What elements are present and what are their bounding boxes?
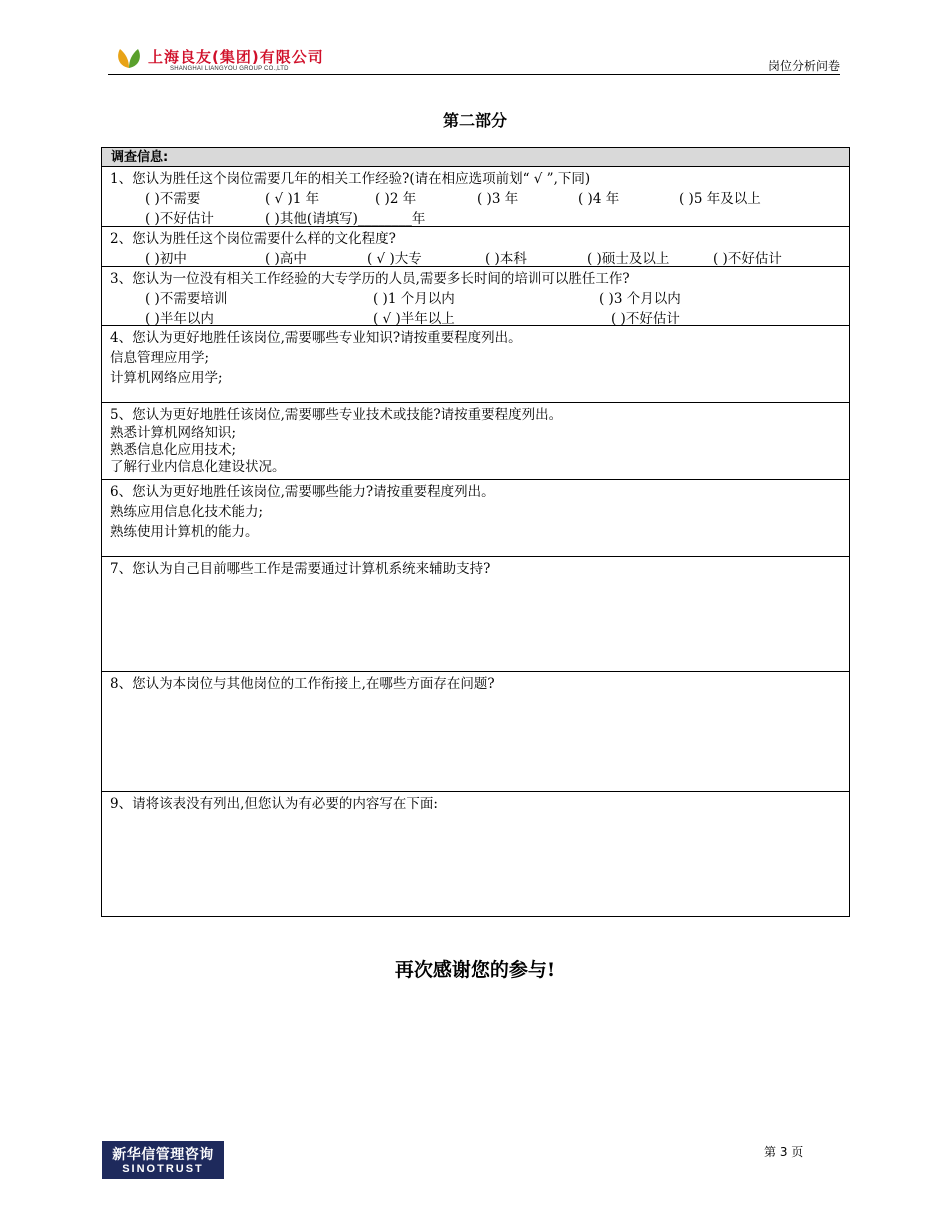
q2-option-college[interactable]: ( √ )大专 [367, 251, 422, 267]
q1-option-1yr[interactable]: ( √ )1 年 [265, 191, 320, 207]
q5-answer-1: 熟悉计算机网络知识; [110, 425, 237, 441]
question-1-options-row-1 [145, 189, 841, 209]
q5-answer-2: 熟悉信息化应用技术; [110, 442, 237, 458]
question-9[interactable] [102, 792, 849, 916]
q1-option-3yr[interactable]: ( )3 年 [477, 191, 519, 207]
page-number: 第 3 页 [764, 1145, 804, 1159]
question-3-text: 3、您认为一位没有相关工作经验的大专学历的人员,需要多长时间的培训可以胜任工作? [110, 271, 630, 287]
q1-option-other[interactable]: ( )其他(请填写)________年 [265, 211, 426, 227]
question-7-text: 7、您认为自己目前哪些工作是需要通过计算机系统来辅助支持? [110, 561, 491, 577]
footer-logo [102, 1141, 224, 1179]
footer-logo-cn: 新华信管理咨询 [112, 1147, 214, 1163]
q3-option-half-year[interactable]: ( )半年以内 [145, 311, 214, 326]
q3-option-no-training[interactable]: ( )不需要培训 [145, 291, 228, 307]
q2-option-junior-high[interactable]: ( )初中 [145, 251, 187, 267]
survey-form [101, 147, 850, 917]
question-6 [102, 480, 849, 557]
q6-answer-2: 熟练使用计算机的能力。 [110, 524, 259, 540]
document-title: 岗位分析问卷 [767, 59, 840, 73]
question-3 [102, 267, 849, 326]
leaf-logo-icon [114, 46, 144, 70]
q3-option-unknown[interactable]: ( )不好估计 [611, 311, 680, 326]
q6-answer-1: 熟练应用信息化技术能力; [110, 504, 264, 520]
company-name-en: SHANGHAI LIANGYOU GROUP CO.,LTD [170, 66, 289, 72]
q1-option-5yr-plus[interactable]: ( )5 年及以上 [679, 191, 761, 207]
q1-option-unknown[interactable]: ( )不好估计 [145, 211, 214, 227]
question-6-text: 6、您认为更好地胜任该岗位,需要哪些能力?请按重要程度列出。 [110, 484, 495, 500]
question-2 [102, 227, 849, 267]
question-8[interactable] [102, 672, 849, 792]
q4-answer-2: 计算机网络应用学; [110, 370, 223, 386]
q4-answer-1: 信息管理应用学; [110, 350, 210, 366]
q5-answer-3: 了解行业内信息化建设状况。 [110, 459, 286, 475]
page-header [108, 42, 840, 75]
question-8-text: 8、您认为本岗位与其他岗位的工作衔接上,在哪些方面存在问题? [110, 676, 495, 692]
question-1-text: 1、您认为胜任这个岗位需要几年的相关工作经验?(请在相应选项前划“ √ ”,下同) [110, 171, 591, 187]
q1-option-none[interactable]: ( )不需要 [145, 191, 201, 207]
company-name-cn: 上海良友(集团)有限公司 [148, 48, 324, 66]
q2-option-unknown[interactable]: ( )不好估计 [713, 251, 782, 267]
q3-option-3-months[interactable]: ( )3 个月以内 [599, 291, 681, 307]
question-5-text: 5、您认为更好地胜任该岗位,需要哪些专业技术或技能?请按重要程度列出。 [110, 407, 563, 423]
footer-logo-en: SINOTRUST [122, 1163, 204, 1175]
q2-option-master-plus[interactable]: ( )硕士及以上 [587, 251, 670, 267]
question-3-options-row-1 [145, 289, 841, 309]
form-header: 调查信息: [102, 148, 849, 167]
thanks-message: 再次感谢您的参与! [394, 959, 556, 981]
q1-option-4yr[interactable]: ( )4 年 [578, 191, 620, 207]
q2-option-senior-high[interactable]: ( )高中 [265, 251, 307, 267]
question-2-options [145, 249, 841, 267]
question-4-text: 4、您认为更好地胜任该岗位,需要哪些专业知识?请按重要程度列出。 [110, 330, 522, 346]
q2-option-bachelor[interactable]: ( )本科 [485, 251, 527, 267]
question-5 [102, 403, 849, 480]
q3-option-over-half-year[interactable]: ( √ )半年以上 [373, 311, 455, 326]
question-4 [102, 326, 849, 403]
question-1 [102, 167, 849, 227]
section-title: 第二部分 [442, 111, 507, 130]
question-9-text: 9、请将该表没有列出,但您认为有必要的内容写在下面: [110, 796, 438, 812]
question-3-options-row-2 [145, 309, 841, 326]
question-2-text: 2、您认为胜任这个岗位需要什么样的文化程度? [110, 231, 396, 247]
question-1-options-row-2 [145, 209, 841, 227]
q3-option-1-month[interactable]: ( )1 个月以内 [373, 291, 455, 307]
question-7[interactable] [102, 557, 849, 672]
q1-option-2yr[interactable]: ( )2 年 [375, 191, 417, 207]
